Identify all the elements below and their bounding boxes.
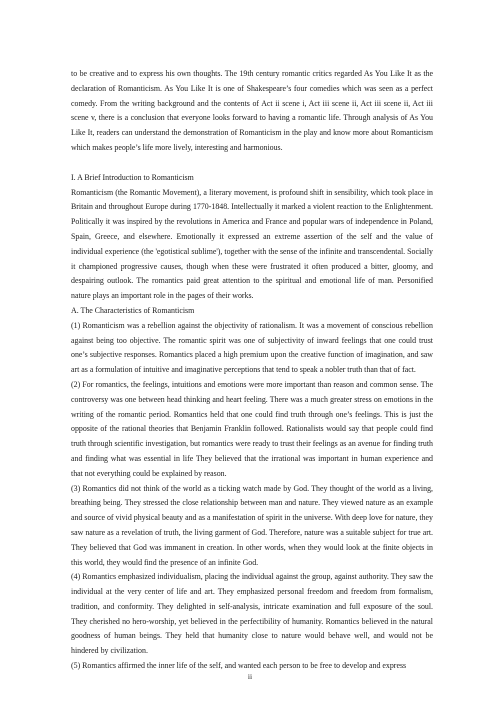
- characteristic-point-4: (4) Romantics emphasized individualism, placing the individual against the group, against authority. They saw the individual at the very center of life and art. They emphasized personal freedom and freedom from formalism, tradition, and conformity. They delighted in self-analysis, intricate examination and full exposure of the soul. They cherished no hero-worship, yet believed in the perfectibility of humanity. Romantics believed in the natural goodness of human beings. They held that humanity close to nature would behave well, and would not be hindered by civilization.: [71, 572, 433, 656]
- characteristic-point-1: (1) Romanticism was a rebellion against the objectivity of rationalism. It was a movement of conscious rebellion against being too objective. The romantic spirit was one of subjectivity of inward feelings that one could trust one’s subjective responses. Romantics placed a high premium upon the creative function of imagination, and saw art as a formulation of intuitive and imaginative perceptions that tend to speak a nobler truth than that of fact.: [71, 320, 433, 375]
- characteristic-point-2: (2) For romantics, the feelings, intuitions and emotions were more important than reason and common sense. The controversy was one between head thinking and heart feeling. There was a much greater stress on emotions in the writing of the romantic period. Romantics held that one could find truth through one’s feelings. This is just the opposite of the rational theories that Benjamin Franklin followed. Rationalists would say that people could find truth through scientific investigation, but romantics were ready to trust their feelings as an avenue for finding truth and finding what was essential in life They believed that the irrational was important in human experience and that not everything could be explained by reason.: [71, 379, 433, 478]
- page-body: [71, 67, 433, 674]
- characteristic-point-3: (3) Romantics did not think of the world as a ticking watch made by God. They thought of the world as a living, breathing being. They stressed the close relationship between man and nature. They viewed nature as an example and source of vivid physical beauty and as a manifestation of spirit in the universe. With deep love for nature, they saw nature as a revelation of truth, the living garment of God. Therefore, nature was a suitable subject for true art. They believed that God was immanent in creation. In other words, when they would look at the finite objects in this world, they would find the presence of an infinite God.: [71, 483, 433, 567]
- subheading: A. The Characteristics of Romanticism: [71, 305, 195, 315]
- paragraph-spacer: [71, 156, 433, 171]
- section-heading: I. A Brief Introduction to Romanticism: [71, 172, 194, 182]
- intro-paragraph: to be creative and to express his own thoughts. The 19th century romantic critics regarded As You Like It as the declaration of Romanticism. As You Like It is one of Shakespeare’s four comedies which was seen as a perfect comedy. From the writing background and the contents of Act ii scene i, Act iii scene ii, Act iii scene ii, Act iii scene v, there is a conclusion that everyone looks forward to having a romantic life. Through analysis of As You Like It, readers can understand the demonstration of Romanticism in the play and know more about Romanticism which makes people’s life more lively, interesting and harmonious.: [71, 69, 433, 152]
- page-number: ii: [247, 672, 253, 681]
- characteristic-point-5: (5) Romantics affirmed the inner life of the self, and wanted each person to be free to develop and express: [71, 661, 407, 671]
- section-paragraph: Romanticism (the Romantic Movement), a literary movement, is profound shift in sensibility, which took place in Britain and throughout Europe during 1770-1848. Intellectually it marked a violent reaction to the Enlightenment. Politically it was inspired by the revolutions in America and France and popular wars of independence in Poland, Spain, Greece, and elsewhere. Emotionally it expressed an extreme assertion of the self and the value of individual experience (the 'egotistical sublime'), together with the sense of the infinite and transcendental. Socially it championed progressive causes, though when these were frustrated it often produced a bitter, gloomy, and despairing outlook. The romantics paid great attention to the spiritual and emotional life of man. Personified nature plays an important role in the pages of their works.: [71, 187, 433, 301]
